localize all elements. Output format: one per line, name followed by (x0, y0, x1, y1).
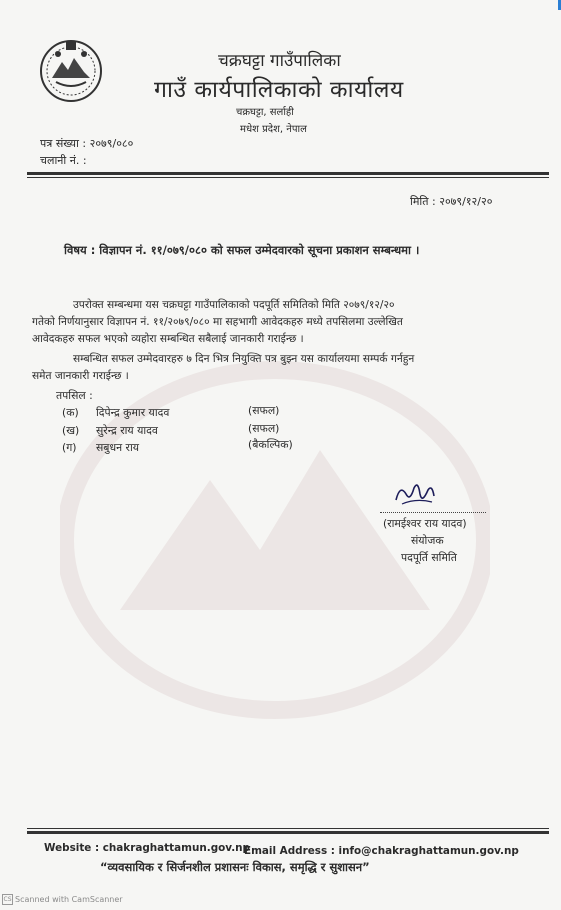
camscanner-icon: CS (3, 896, 12, 903)
candidate-status: (बैकल्पिक) (248, 438, 293, 451)
footer-divider-thick (27, 831, 549, 834)
candidate-name: सुरेन्द्र राय यादव (96, 424, 158, 437)
list-item-index: (क) (62, 406, 79, 419)
footer-divider-thin (27, 828, 549, 829)
body-line: समेत जानकारी गराईन्छ । (32, 370, 129, 382)
signatory-name: (रामईश्वर राय यादव) (383, 517, 467, 530)
handwritten-signature (392, 476, 438, 510)
address-line-1: चक्रघट्टा, सर्लाही (236, 107, 294, 118)
tapsil-heading: तपसिल : (56, 389, 93, 402)
scanner-watermark (2, 894, 123, 905)
signature-line (380, 512, 486, 513)
footer-website: Website : chakraghattamun.gov.np (44, 842, 250, 854)
candidate-status: (सफल) (248, 404, 280, 417)
candidate-status: (सफल) (248, 422, 280, 435)
office-title: गाउँ कार्यपालिकाको कार्यालय (154, 77, 404, 103)
body-line: गतेको निर्णयानुसार विज्ञापन नं. ११/२०७९/०८० मा सहभागी आवेदकहरु मध्ये तपसिलमा उल्लेखित (32, 316, 403, 328)
office-name: चक्रघट्टा गाउँपालिका (218, 51, 341, 71)
reference-number: पत्र संख्या : २०७९/०८० (40, 137, 134, 150)
list-item-index: (ग) (62, 441, 77, 454)
subject-line: विषय : विज्ञापन नं. ११/०७९/०८० को सफल उम्मेदवारको सूचना प्रकाशन सम्बन्धमा । (64, 243, 420, 257)
footer-email: Email Address : info@chakraghattamun.gov.np (244, 845, 519, 857)
candidate-name: सबुधन राय (96, 441, 140, 454)
scanner-label: Scanned with CamScanner (15, 895, 123, 904)
municipality-emblem-icon (38, 38, 104, 104)
dispatch-number: चलानी नं. : (40, 154, 87, 167)
body-line: आवेदकहरु सफल भएको व्यहोरा सम्बन्धित सबैलाई जानकारी गराईन्छ । (32, 333, 304, 345)
signatory-committee: पदपूर्ति समिति (401, 551, 457, 564)
body-line: उपरोक्त सम्बन्धमा यस चक्रघट्टा गाउँपालिकाको पदपूर्ति समितिको मिति २०७९/१२/२० (73, 299, 395, 311)
footer-slogan: “व्यवसायिक र सिर्जनशील प्रशासनः विकास, समृद्धि र सुशासन” (100, 860, 370, 874)
header-divider-thick (27, 172, 549, 175)
signatory-role: संयोजक (411, 534, 444, 547)
list-item-index: (ख) (62, 424, 80, 437)
header-divider-thin (27, 177, 549, 178)
letter-date: मिति : २०७९/१२/२० (410, 195, 493, 208)
candidate-name: दिपेन्द्र कुमार यादव (96, 406, 170, 419)
address-line-2: मधेश प्रदेश, नेपाल (240, 124, 307, 135)
body-line: सम्बन्धित सफल उम्मेदवारहरु ७ दिन भित्र नियुक्ति पत्र बुझ्न यस कार्यालयमा सम्पर्क गर्नहुन (73, 353, 415, 365)
